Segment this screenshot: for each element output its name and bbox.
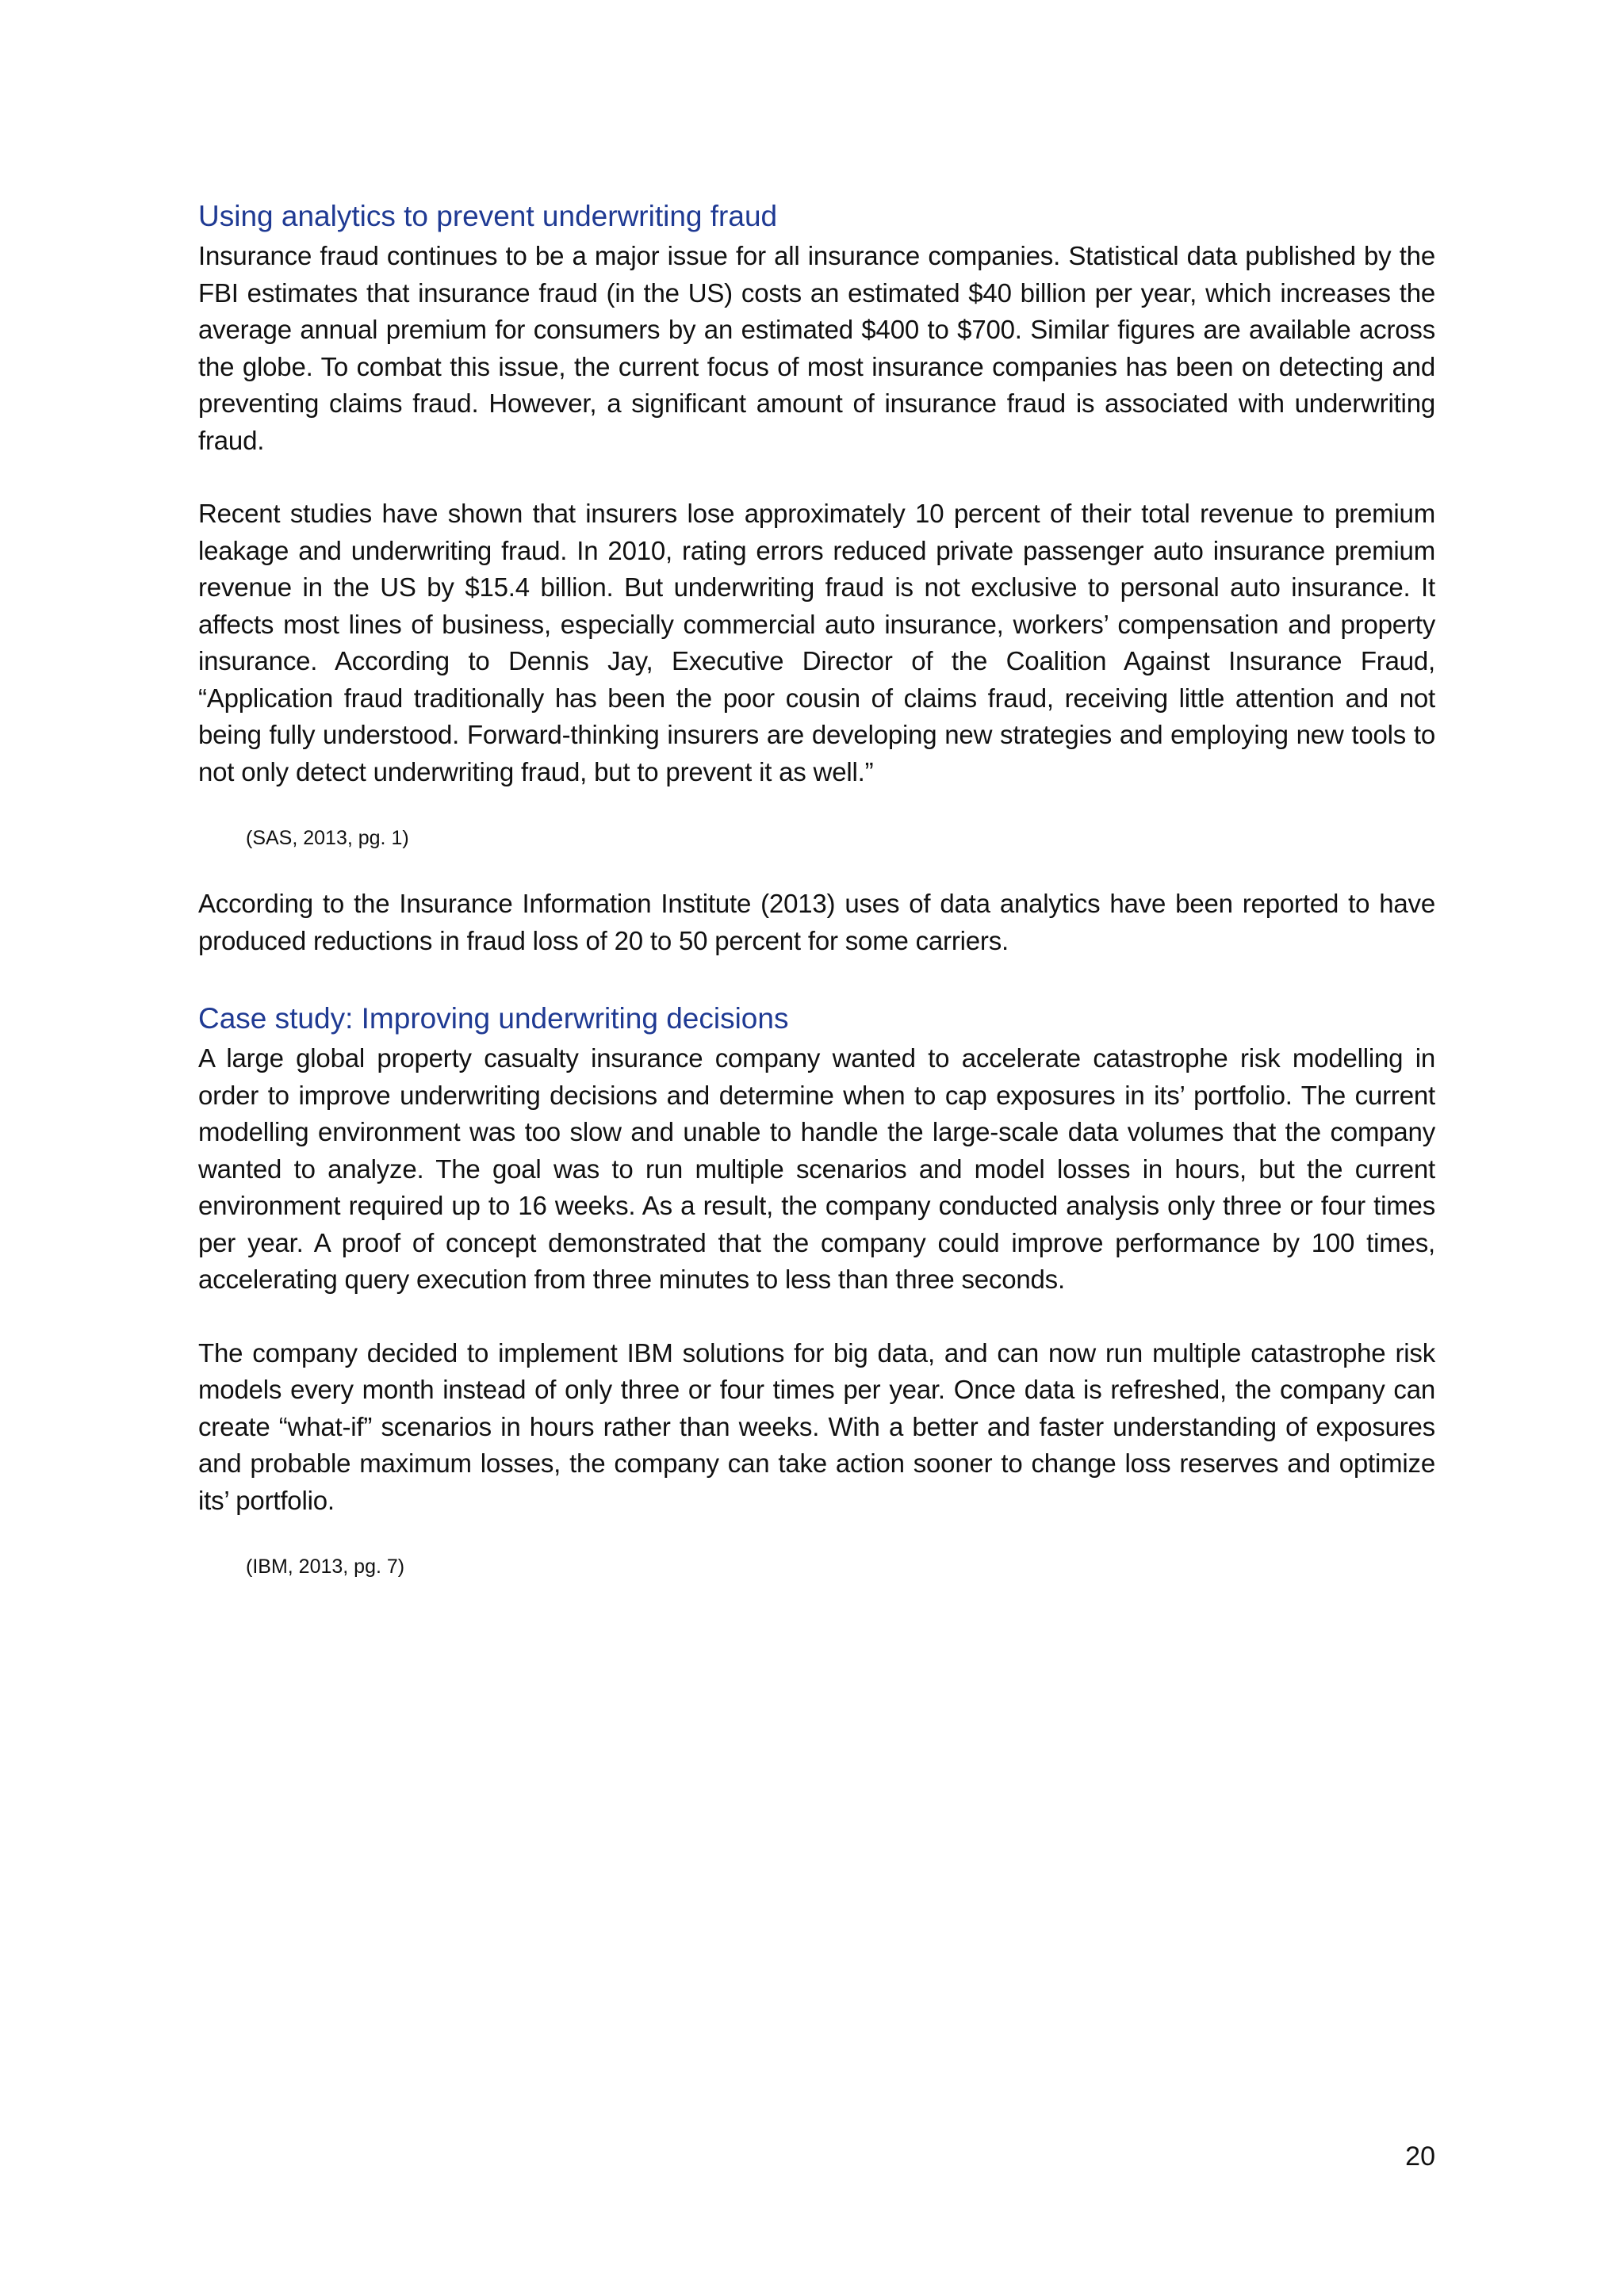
paragraph-recent-studies: Recent studies have shown that insurers lose approximately 10 percent of their total revenue to premium leakage and underwriting fraud. In 2010, rating errors reduced private passenger auto insurance premium revenue in the US by $15.4 billion. But underwriting fraud is not exclusive to personal auto insurance. It affects most lines of business, especially commercial auto insurance, workers’ compensation and property insurance. According to Dennis Jay, Executive Director of the Coalition Against Insurance Fraud, “Application fraud traditionally has been the poor cousin of claims fraud, receiving little attention and not being fully understood. Forward-thinking insurers are developing new strategies and employing new tools to not only detect underwriting fraud, but to prevent it as well.”: [198, 499, 1435, 786]
citation-ibm: (IBM, 2013, pg. 7): [246, 1556, 405, 1578]
section-heading-underwriting-fraud: Using analytics to prevent underwriting fraud: [198, 200, 778, 232]
paragraph-insurance-institute: According to the Insurance Information Institute (2013) uses of data analytics have been reported to have produced reductions in fraud loss of 20 to 50 percent for some carriers.: [198, 889, 1435, 955]
citation-sas: (SAS, 2013, pg. 1): [246, 827, 409, 849]
page-content: [198, 195, 1435, 1582]
paragraph-insurance-fraud: Insurance fraud continues to be a major issue for all insurance companies. Statistical data published by the FBI estimates that insurance fraud (in the US) costs an estimated $40 billion per year, which increases the average annual premium for consumers by an estimated $400 to $700. Similar figures are available across the globe. To combat this issue, the current focus of most insurance companies has been on detecting and preventing claims fraud. However, a significant amount of insurance fraud is associated with underwriting fraud.: [198, 241, 1435, 455]
paragraph-case-study: A large global property casualty insurance company wanted to accelerate catastrophe risk modelling in order to improve underwriting decisions and determine when to cap exposures in its’ portfolio. The current modelling environment was too slow and unable to handle the large-scale data volumes that the company wanted to analyze. The goal was to run multiple scenarios and model losses in hours, but the current environment required up to 16 weeks. As a result, the company conducted analysis only three or four times per year. A proof of concept demonstrated that the company could improve performance by 100 times, accelerating query execution from three minutes to less than three seconds.: [198, 1043, 1435, 1294]
section-heading-case-study: Case study: Improving underwriting decisions: [198, 1002, 789, 1035]
paragraph-ibm-solution: The company decided to implement IBM solutions for big data, and can now run multiple catastrophe risk models every month instead of only three or four times per year. Once data is refreshed, the company can create “what-if” scenarios in hours rather than weeks. With a better and faster understanding of exposures and probable maximum losses, the company can take action sooner to change loss reserves and optimize its’ portfolio.: [198, 1337, 1435, 1515]
page-number: 20: [1405, 2141, 1435, 2172]
